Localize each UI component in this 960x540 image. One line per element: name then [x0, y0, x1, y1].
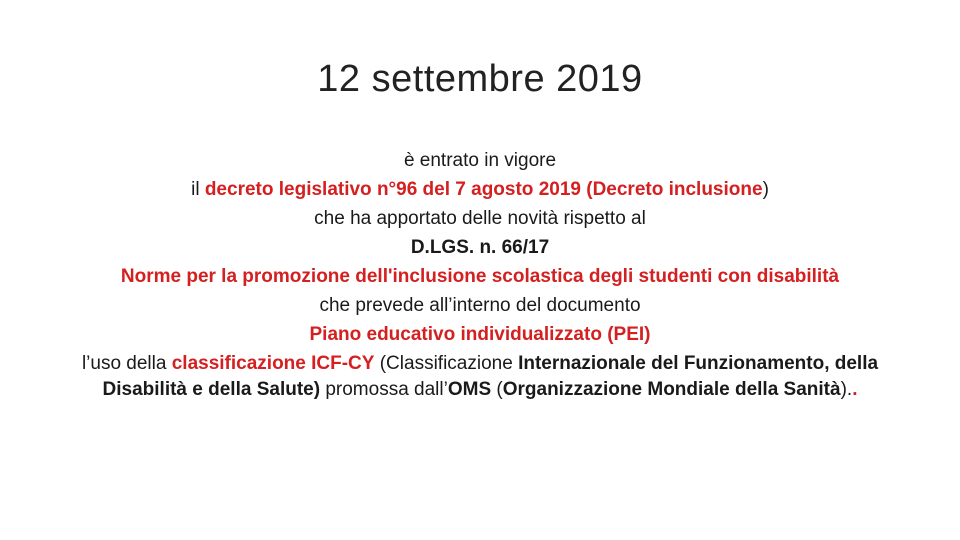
oms-full-name: Organizzazione Mondiale della Sanità [502, 379, 841, 400]
promossa: promossa dall’ [320, 379, 448, 400]
icf-classification: classificazione ICF-CY [171, 353, 375, 374]
line-apportato: che ha apportato delle novità rispetto al [314, 208, 646, 229]
slide-title: 12 settembre 2019 [317, 58, 643, 100]
line-norme: Norme per la promozione dell'inclusione scolastica degli studenti con disabilità [120, 266, 840, 287]
line-decreto [0, 175, 960, 204]
oms: OMS [447, 379, 492, 400]
icf-paren: (Classificazione [374, 353, 519, 374]
line-disabilita [0, 378, 960, 401]
line-prevede: che prevede all’interno del documento [319, 295, 641, 316]
decreto-title: decreto legislativo n°96 del 7 agosto 2019 (Decreto inclusione [204, 179, 763, 200]
icf-prefix: l’uso della [81, 353, 172, 374]
final-dot: . [852, 379, 858, 400]
decreto-suffix: ) [762, 179, 769, 200]
icf-international: Internazionale del Funzionamento, della [518, 353, 879, 374]
line-dlgs: D.LGS. n. 66/17 [410, 237, 550, 258]
line-entrato: è entrato in vigore [403, 150, 557, 171]
decreto-prefix: il [191, 179, 205, 200]
disabilita-salute: Disabilità e della Salute) [102, 379, 321, 400]
oms-paren-open: ( [491, 379, 503, 400]
oms-paren-close: ). [840, 379, 853, 400]
slide-body [0, 146, 960, 401]
line-pei: Piano educativo individualizzato (PEI) [309, 324, 651, 345]
line-icf [0, 349, 960, 378]
